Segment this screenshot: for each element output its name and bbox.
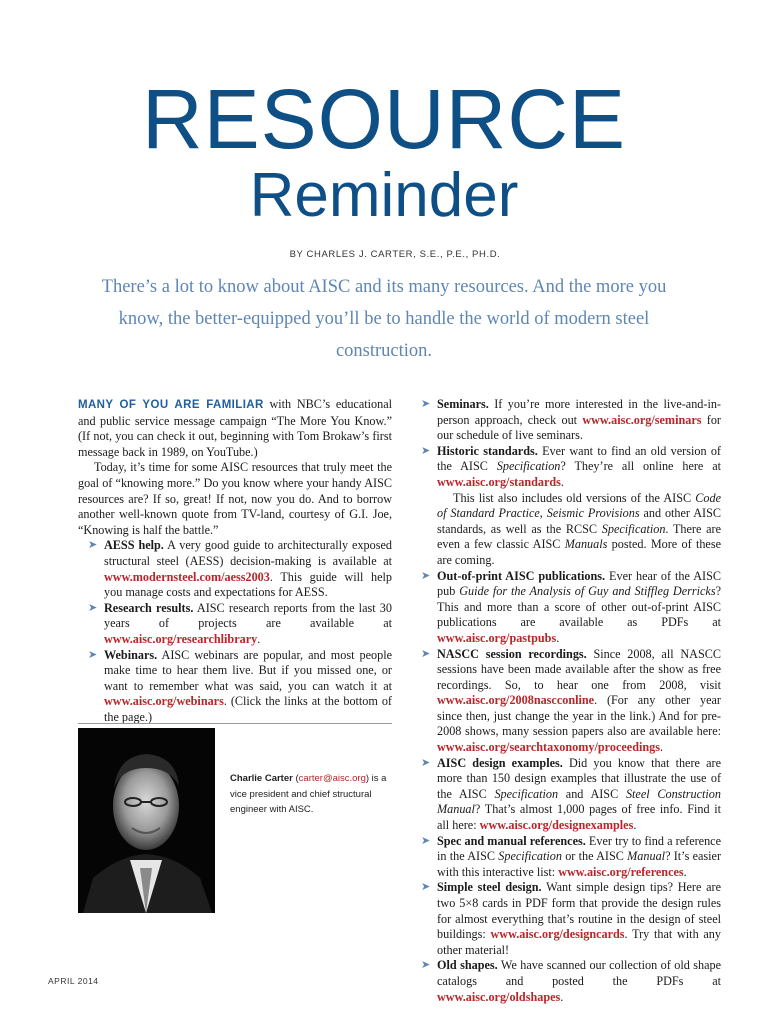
- item-text: A very good guide to architecturally exposed structural steel (AESS) decision-making is available at: [104, 538, 392, 568]
- item-text: and AISC: [558, 786, 626, 801]
- item-text: Want simple design tips? Here are two 5×8 cards in PDF form that provide the design rules for almost everything that’s routine in the design of steel buildings:: [437, 880, 721, 942]
- item-text: . There are even a few classic AISC: [437, 521, 721, 552]
- item-text: Since 2008, all NASCC sessions have been made available after the show as free recordings. So, to hear one from 2008, visit: [437, 646, 721, 692]
- list-item-seminars: [421, 397, 721, 444]
- list-item-research: [88, 601, 392, 648]
- deck-text: There’s a lot to know about AISC and its many resources. And the more you know, the better-equipped you’ll be to handle the world of modern steel construction.: [101, 277, 667, 361]
- arrow-right-icon: ➤: [421, 647, 431, 660]
- item-text: .: [659, 740, 664, 755]
- list-item-nascc: [421, 647, 721, 756]
- item-italic: Manual: [627, 849, 666, 864]
- link-research[interactable]: www.aisc.org/researchlibrary: [104, 631, 258, 646]
- caption-text: is a vice president and chief structural engineer with AISC.: [230, 773, 387, 815]
- caption-email[interactable]: carter@aisc.org: [298, 773, 366, 784]
- item-text: posted. More of these are coming.: [437, 537, 721, 567]
- item-text: ? They’re all online here at: [560, 459, 722, 474]
- link-references[interactable]: www.aisc.org/references: [558, 864, 684, 879]
- item-italic: Steel Construction Manual: [437, 786, 721, 817]
- item-text: ,: [539, 506, 547, 521]
- item-italic: Guide for the Analysis of Guy and Stiffleg Derricks: [459, 584, 716, 599]
- item-head: AESS help.: [104, 538, 164, 553]
- item-head: Out-of-print AISC publications.: [437, 568, 606, 583]
- list-item-spec-references: [421, 834, 721, 881]
- item-head: AISC design examples.: [437, 755, 563, 770]
- byline: BY CHARLES J. CARTER, S.E., P.E., PH.D.: [289, 249, 501, 260]
- item-text: .: [560, 989, 564, 1004]
- item-head: Seminars.: [437, 397, 489, 411]
- item-italic: Code of Standard Practice: [437, 490, 721, 521]
- link-webinars[interactable]: www.aisc.org/webinars: [104, 694, 224, 709]
- item-text: Did you know that there are more than 150 design examples that illustrate the use of the AISC: [437, 755, 721, 801]
- item-italic: Specification: [601, 521, 666, 536]
- title-resource: RESOURCE: [141, 72, 627, 166]
- portrait-illustration: [78, 728, 215, 913]
- link-proceedings[interactable]: www.aisc.org/searchtaxonomy/proceedings: [437, 740, 660, 755]
- list-item-out-of-print: [421, 569, 721, 647]
- left-column: [78, 397, 392, 725]
- item-italic: Specification: [496, 459, 561, 474]
- item-head: Historic standards.: [437, 443, 538, 458]
- list-item-simple-design: [421, 880, 721, 958]
- right-column: [421, 397, 721, 1005]
- item-text: AISC research reports from the last 30 years of projects are available at: [104, 600, 392, 631]
- arrow-right-icon: ➤: [421, 834, 431, 847]
- link-pastpubs[interactable]: www.aisc.org/pastpubs: [437, 630, 557, 645]
- arrow-right-icon: ➤: [88, 601, 98, 614]
- item-text: Ever hear of the AISC pub: [437, 568, 721, 599]
- list-item-aess: [88, 538, 392, 600]
- arrow-right-icon: ➤: [88, 648, 98, 661]
- item-head: Webinars.: [104, 647, 158, 662]
- item-text: for our schedule of live seminars.: [437, 412, 721, 443]
- arrow-right-icon: ➤: [421, 398, 431, 410]
- item-head: NASCC session recordings.: [437, 646, 587, 661]
- item-text: If you’re more interested in the live-and-in-person approach, check out: [437, 397, 721, 427]
- arrow-right-icon: ➤: [421, 881, 431, 894]
- item-text: AISC webinars are popular, and most people make time to hear them live. But if you missed one, or want to remember what was said, you can watch it at: [104, 647, 392, 693]
- list-item-webinars: [88, 648, 392, 726]
- item-text: . Try that with any other material!: [437, 927, 721, 957]
- arrow-right-icon: ➤: [421, 959, 431, 972]
- link-designexamples[interactable]: www.aisc.org/designexamples: [479, 818, 634, 833]
- item-text: . (For any other year since then, just change the year in the link.) And for pre-2008 shows, many session papers also are available here:: [437, 693, 721, 739]
- paragraph-2: Today, it’s time for some AISC resources that truly meet the goal of “knowing more.” Do you know where your handy AISC resources are? If so, great! If not, now you do. And to borrow another well-known quote from TV-land, courtesy of G.I. Joe, “Knowing is half the battle.”: [78, 460, 392, 537]
- link-standards[interactable]: www.aisc.org/standards: [437, 474, 561, 489]
- link-oldshapes[interactable]: www.aisc.org/oldshapes: [437, 989, 561, 1004]
- item-head: Research results.: [104, 600, 194, 615]
- item-head: Simple steel design.: [437, 880, 542, 895]
- list-item-old-shapes: [421, 958, 721, 1005]
- link-designcards[interactable]: www.aisc.org/designcards: [490, 927, 625, 942]
- item-head: Old shapes.: [437, 958, 498, 973]
- arrow-right-icon: ➤: [421, 569, 431, 582]
- item-text: and other AISC standards, as well as the RCSC: [437, 506, 721, 536]
- item-text: We have scanned our collection of old shape catalogs and posted the PDFs at: [437, 958, 721, 988]
- item-text: .: [257, 631, 261, 646]
- item-text: ? That’s almost 1,000 pages of free info. Find it all here:: [437, 802, 721, 833]
- item-head: Spec and manual references.: [437, 833, 586, 848]
- item-italic: Specification: [498, 849, 562, 864]
- item-text: .: [683, 864, 687, 879]
- link-seminars[interactable]: www.aisc.org/seminars: [582, 412, 702, 427]
- title-reminder: Reminder: [249, 161, 519, 230]
- footer-date: APRIL 2014: [48, 976, 99, 986]
- link-aess[interactable]: www.modernsteel.com/aess2003: [104, 569, 270, 584]
- item-text: .: [560, 474, 564, 489]
- photo-caption: Charlie Carter (carter@aisc.org) is a vice president and chief structural engineer with AISC.: [230, 773, 387, 815]
- item-text: ? It’s easier with this interactive list:: [437, 849, 721, 879]
- list-item-historic: [421, 444, 721, 491]
- intro-lead: MANY OF YOU ARE FAMILIAR: [78, 399, 264, 411]
- item-italic: Specification: [494, 786, 559, 801]
- historic-continued: [421, 491, 721, 569]
- caption-name: Charlie Carter: [230, 773, 293, 784]
- list-item-design-examples: [421, 756, 721, 834]
- item-text: Ever try to find a reference in the AISC: [437, 833, 721, 864]
- link-nascc-2008[interactable]: www.aisc.org/2008nascconline: [437, 693, 595, 708]
- author-photo: [78, 728, 215, 913]
- arrow-right-icon: ➤: [421, 756, 431, 769]
- item-text: Ever want to find an old version of the AISC: [437, 443, 721, 474]
- divider: [78, 723, 392, 724]
- item-text: or the AISC: [561, 849, 628, 864]
- item-text: .: [556, 630, 560, 645]
- intro-text: with NBC’s educational and public service message campaign “The More You Know.” (If not, you can check it out, beginning with Tom Brokaw’s first message back in 1989, on YouTube.): [78, 397, 392, 459]
- item-text: This list also includes old versions of the AISC: [453, 490, 696, 505]
- intro-paragraph: [78, 397, 392, 460]
- item-text: . (Click the links at the bottom of the page.): [104, 694, 392, 724]
- item-text: . This guide will help you manage costs and expectations for AESS.: [104, 569, 392, 600]
- item-italic: Seismic Provisions: [546, 506, 640, 521]
- arrow-right-icon: ➤: [421, 444, 431, 457]
- item-italic: Manuals: [564, 537, 608, 552]
- item-text: ? This and more than a score of other out-of-print AISC publications are available as PDFs at: [437, 584, 722, 630]
- item-text: .: [633, 818, 637, 833]
- arrow-right-icon: ➤: [88, 539, 98, 552]
